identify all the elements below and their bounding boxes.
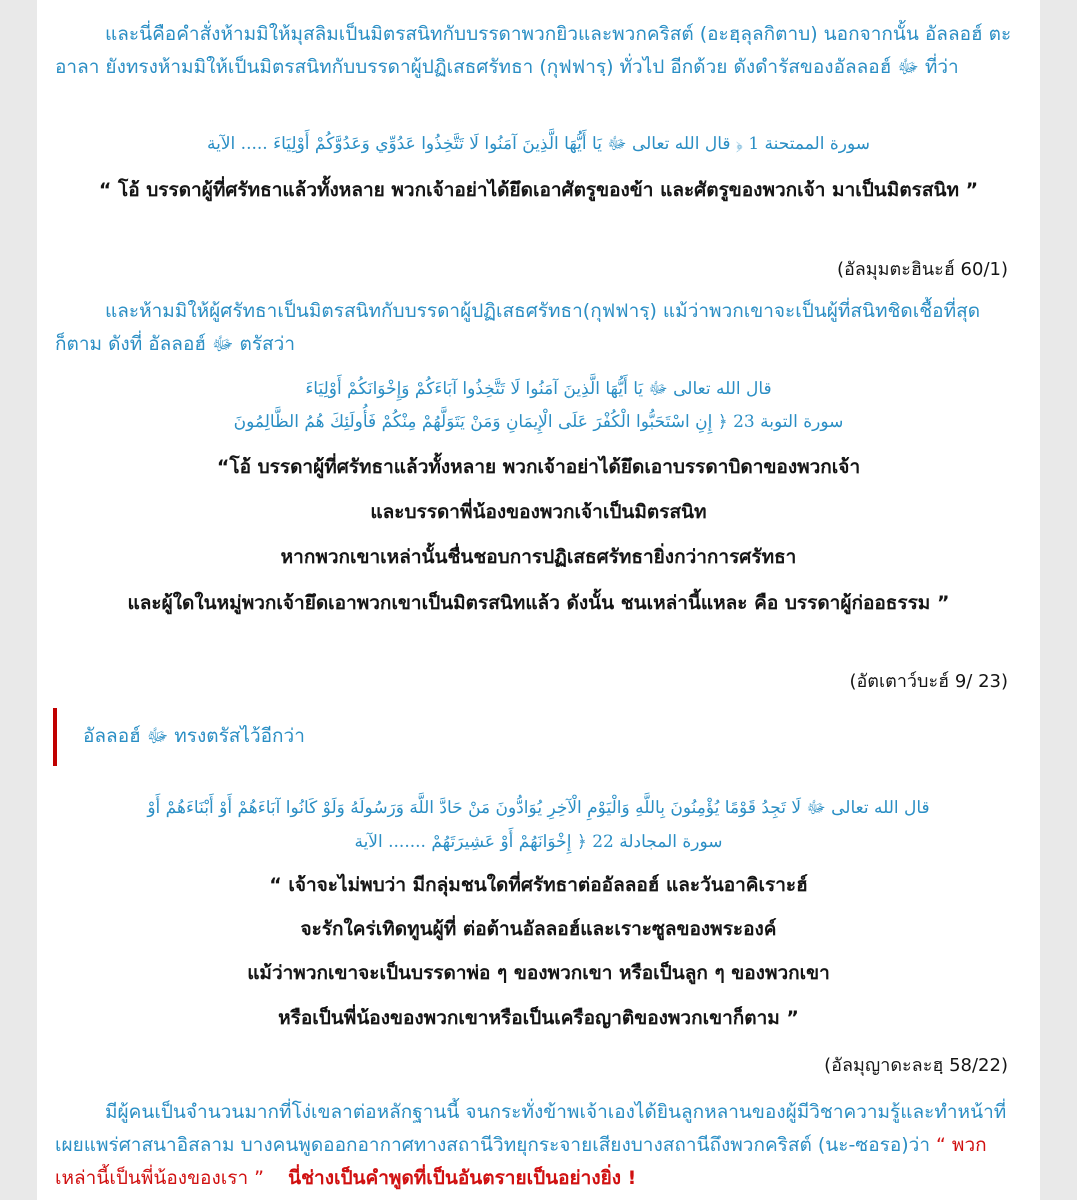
verse1-translation: “ โอ้ บรรดาผู้ที่ศรัทธาแล้วทั้งหลาย พวกเจ้าอย่าได้ยึดเอาศัตรูของข้า และศัตรูของพวกเจ้า มาเป็นมิตรสนิท ” — [98, 179, 979, 201]
verse2-line: และผู้ใดในหมู่พวกเจ้ายึดเอาพวกเขาเป็นมิตรสนิทแล้ว ดังนั้น ชนเหล่านี้แหละ คือ บรรดาผู้ก่ออธรรม ” — [127, 592, 950, 614]
section-heading: อัลลอฮ์ ﷻ ทรงตรัสไว้อีกว่า — [83, 725, 305, 747]
verse3-line: แม้ว่าพวกเขาจะเป็นบรรดาพ่อ ๆ ของพวกเขา หรือเป็นลูก ๆ ของพวกเขา — [247, 962, 830, 984]
heading-accent-bar — [53, 708, 57, 766]
verse3-line: “ เจ้าจะไม่พบว่า มีกลุ่มชนใดที่ศรัทธาต่ออัลลอฮ์ และวันอาคิเราะฮ์ — [269, 874, 808, 896]
verse2-reference: (อัตเตาว์บะฮ์ 9/ 23) — [849, 671, 1008, 692]
verse3-arabic-line1: قال الله تعالى ﷻ لَا تَجِدُ قَوْمًا يُؤْمِنُونَ بِاللَّهِ وَالْيَوْمِ الْآخِرِ يُوَادُّونَ مَنْ حَادَّ اللَّهَ وَرَسُولَهُ وَلَوْ كَانُوا آبَاءَهُمْ أَوْ أَبْنَاءَهُمْ أَوْ — [147, 798, 930, 818]
verse3-reference: (อัลมุญาดะละฮฺ 58/22) — [824, 1055, 1008, 1076]
second-paragraph: และห้ามมิให้ผู้ศรัทธาเป็นมิตรสนิทกับบรรดาผู้ปฏิเสธศรัทธา(กุฟฟารฺ) แม้ว่าพวกเขาจะเป็นผู้ที่สนิทชิดเชื้อที่สุดก็ตาม ดังที่ อัลลอฮ์ ﷻ ตรัสว่า — [55, 300, 981, 355]
article-page — [37, 0, 1040, 1200]
verse2-arabic-line2: سورة التوبة 23 ﴿ إِنِ اسْتَحَبُّوا الْكُفْرَ عَلَى الْإِيمَانِ وَمَنْ يَتَوَلَّهُمْ مِنْكُمْ فَأُولَئِكَ هُمُ الظَّالِمُونَ — [233, 412, 844, 432]
verse3-line: จะรักใคร่เทิดทูนผู้ที่ ต่อต้านอัลลอฮ์และเราะซูลของพระองค์ — [300, 918, 777, 940]
verse2-line: และบรรดาพี่น้องของพวกเจ้าเป็นมิตรสนิท — [370, 501, 707, 523]
verse1-arabic: سورة الممتحنة 1 ﴿ قال الله تعالى ﷻ يَا أَيُّهَا الَّذِينَ آمَنُوا لَا تَتَّخِذُوا عَدُوِّي وَعَدُوَّكُمْ أَوْلِيَاءَ ..... الآية — [207, 134, 870, 154]
verse3-line: หรือเป็นพี่น้องของพวกเขาหรือเป็นเครือญาติของพวกเขาก็ตาม ” — [278, 1007, 799, 1029]
warning-text: นี่ช่างเป็นคำพูดที่เป็นอันตรายเป็นอย่างยิ่ง ! — [288, 1167, 637, 1189]
verse2-line: หากพวกเขาเหล่านั้นชื่นชอบการปฏิเสธศรัทธายิ่งกว่าการศรัทธา — [280, 546, 797, 568]
intro-paragraph: และนี่คือคำสั่งห้ามมิให้มุสลิมเป็นมิตรสนิทกับบรรดาพวกยิวและพวกคริสต์ (อะฮฺลุลกิตาบ) นอกจากนั้น อัลลอฮ์ ตะอาลา ยังทรงห้ามมิให้เป็นมิตรสนิทกับบรรดาผู้ปฏิเสธศรัทธา (กุฟฟารฺ) ทั่วไป อีกด้วย ดังดำรัสของอัลลอฮ์ ﷻ ที่ว่า — [55, 23, 1012, 78]
verse1-reference: (อัลมุมตะฮินะฮ์ 60/1) — [836, 259, 1008, 280]
verse2-line: “โอ้ บรรดาผู้ที่ศรัทธาแล้วทั้งหลาย พวกเจ้าอย่าได้ยึดเอาบรรดาบิดาของพวกเจ้า — [216, 456, 861, 478]
verse2-arabic-line1: قال الله تعالى ﷻ يَا أَيُّهَا الَّذِينَ آمَنُوا لَا تَتَّخِذُوا آبَاءَكُمْ وَإِخْوَانَكُمْ أَوْلِيَاءَ — [305, 379, 772, 399]
quoted-phrase: “ พวกเหล่านี้เป็นพี่น้องของเรา ” — [55, 1134, 987, 1189]
closing-paragraph-text: มีผู้คนเป็นจำนวนมากที่โง่เขลาต่อหลักฐานนี้ จนกระทั่งข้าพเจ้าเองได้ยินลูกหลานของผู้มีวิชาความรู้และทำหน้าที่เผยแพร่ศาสนาอิสลาม บางคนพูดออกอากาศทางสถานีวิทยุกระจายเสียงบางสถานีถึงพวกคริสต์ (นะ-ซอรอ)ว่า — [55, 1101, 1007, 1156]
closing-paragraph — [37, 1096, 1040, 1195]
verse3-arabic-line2: سورة المجادلة 22 ﴿ إِخْوَانَهُمْ أَوْ عَشِيرَتَهُمْ ....... الآية — [354, 832, 723, 852]
